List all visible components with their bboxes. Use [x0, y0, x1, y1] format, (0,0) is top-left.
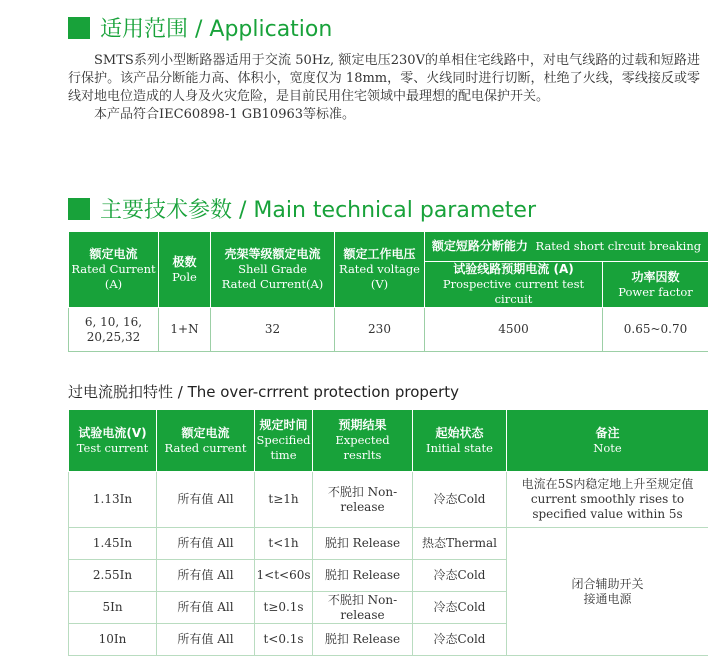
cell-rated-current: 所有值 All: [157, 472, 255, 528]
cell-specified-time: t<0.1s: [255, 624, 313, 656]
cell-expected-result: 不脱扣 Non-release: [313, 472, 413, 528]
cell-rated-current: 所有值 All: [157, 560, 255, 592]
cell-note: 电流在5S内稳定地上升至规定值 current smoothly rises to specified value within 5s: [507, 472, 708, 528]
cell-test-current: 2.55In: [69, 560, 157, 592]
cell-rated-current: 6, 10, 16, 20,25,32: [69, 308, 159, 352]
header-power-factor: 功率因数 Power factor: [603, 262, 708, 308]
header-rated-current: 额定电流 Rated Current (A): [69, 232, 159, 308]
header-test-current: 试验线路预期电流 (A) Prospective current test circuit: [425, 262, 603, 308]
application-description: [68, 52, 700, 124]
table-row: [69, 528, 708, 560]
table-row: [69, 472, 708, 528]
cell-specified-time: t<1h: [255, 528, 313, 560]
cell-specified-time: 1<t<60s: [255, 560, 313, 592]
application-heading: [68, 12, 332, 43]
cell-test-current: 1.13In: [69, 472, 157, 528]
main-params-table: [68, 231, 708, 352]
protection-table: [68, 409, 708, 656]
header-initial-state: 起始状态 Initial state: [413, 410, 507, 472]
header-breaking-capacity: 额定短路分断能力 Rated short clrcuit breaking: [425, 232, 708, 262]
cell-initial-state: 冷态Cold: [413, 560, 507, 592]
cell-test-current: 1.45In: [69, 528, 157, 560]
cell-specified-time: t≥1h: [255, 472, 313, 528]
cell-pole: 1+N: [159, 308, 211, 352]
cell-initial-state: 冷态Cold: [413, 472, 507, 528]
cell-rated-current: 所有值 All: [157, 528, 255, 560]
table-row: [69, 308, 708, 352]
header-pole: 极数 Pole: [159, 232, 211, 308]
main-params-title: 主要技术参数 / Main technical parameter: [100, 198, 536, 223]
protection-title: 过电流脱扣特性 / The over-crrrent protection property: [68, 383, 460, 401]
cell-expected-result: 脱扣 Release: [313, 528, 413, 560]
header-rated-voltage: 额定工作电压 Rated voltage (V): [335, 232, 425, 308]
main-params-heading: [68, 193, 536, 224]
header-shell-grade: 壳架等级额定电流 Shell Grade Rated Current(A): [211, 232, 335, 308]
cell-rated-voltage: 230: [335, 308, 425, 352]
green-square-icon: [68, 198, 90, 220]
cell-power-factor: 0.65~0.70: [603, 308, 708, 352]
header-test-current: 试验电流(V) Test current: [69, 410, 157, 472]
cell-initial-state: 冷态Cold: [413, 592, 507, 624]
cell-expected-result: 不脱扣 Non-release: [313, 592, 413, 624]
cell-test-current: 10In: [69, 624, 157, 656]
header-note: 备注 Note: [507, 410, 708, 472]
cell-test-current: 4500: [425, 308, 603, 352]
cell-note-merged: 闭合辅助开关 接通电源: [507, 528, 708, 656]
cell-specified-time: t≥0.1s: [255, 592, 313, 624]
cell-rated-current: 所有值 All: [157, 624, 255, 656]
application-paragraph-1: SMTS系列小型断路器适用于交流 50Hz, 额定电压230V的单相住宅线路中，对电气线路的过载和短路进行保护。该产品分断能力高、体积小，宽度仅为 18mm，零、火线同时进行切断，杜绝了火线，零线接反或零线对地电位造成的人身及火灾危险，是目前民用住宅领域中最理想的配电保护开关。: [68, 53, 700, 104]
cell-rated-current: 所有值 All: [157, 592, 255, 624]
green-square-icon: [68, 17, 90, 39]
cell-shell-grade: 32: [211, 308, 335, 352]
header-expected-results: 预期结果 Expected resrlts: [313, 410, 413, 472]
cell-expected-result: 脱扣 Release: [313, 560, 413, 592]
cell-initial-state: 冷态Cold: [413, 624, 507, 656]
cell-initial-state: 热态Thermal: [413, 528, 507, 560]
cell-test-current: 5In: [69, 592, 157, 624]
header-specified-time: 规定时间 Specified time: [255, 410, 313, 472]
application-title: 适用范围 / Application: [100, 17, 333, 42]
header-rated-current: 额定电流 Rated current: [157, 410, 255, 472]
application-paragraph-2: 本产品符合IEC60898-1 GB10963等标准。: [94, 107, 356, 122]
cell-expected-result: 脱扣 Release: [313, 624, 413, 656]
